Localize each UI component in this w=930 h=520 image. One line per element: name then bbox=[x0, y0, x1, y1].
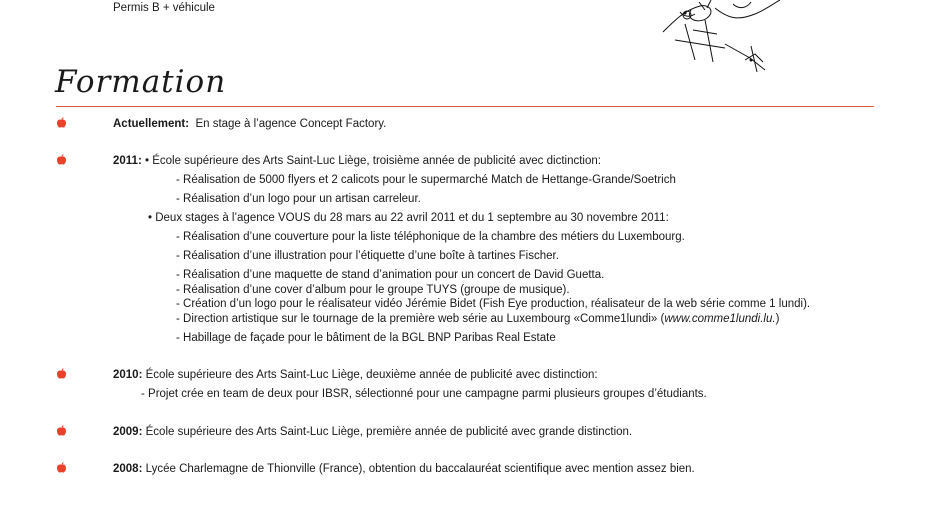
detail-line: - Réalisation d’une illustration pour l’étiquette d’une boîte à tartines Fischer. bbox=[176, 250, 559, 262]
entry-year: 2011: bbox=[113, 155, 142, 167]
entry-year: 2010: bbox=[113, 369, 143, 381]
detail-line: - Habillage de façade pour le bâtiment de la BGL BNP Paribas Real Estate bbox=[176, 332, 556, 344]
entry-2010 bbox=[113, 368, 598, 382]
entry-year: Actuellement: bbox=[113, 118, 190, 130]
entry-text: École supérieure des Arts Saint-Luc Liège, deuxième année de publicité avec distinction: bbox=[145, 369, 598, 381]
entry-text: Lycée Charlemagne de Thionville (France), obtention du baccalauréat scientifique avec mention assez bien. bbox=[145, 463, 695, 475]
entry-2008 bbox=[113, 462, 695, 476]
entry-year: 2009: bbox=[113, 426, 143, 438]
entry-year: 2008: bbox=[113, 463, 143, 475]
entry-2011 bbox=[113, 154, 601, 168]
detail-line: - Réalisation d’une cover d’album pour le groupe TUYS (groupe de musique). bbox=[176, 284, 570, 296]
apple-icon bbox=[57, 462, 66, 473]
detail-line: - Projet crée en team de deux pour IBSR, sélectionné pour une campagne parmi plusieurs groupes d’étudiants. bbox=[141, 388, 707, 400]
entry-text: • École supérieure des Arts Saint-Luc Liège, troisième année de publicité avec dictinction: bbox=[144, 155, 601, 167]
section-title: Formation bbox=[55, 64, 227, 100]
entry-2009 bbox=[113, 425, 632, 439]
entry-text: En stage à l’agence Concept Factory. bbox=[195, 118, 387, 130]
apple-icon bbox=[57, 368, 66, 379]
license-info: Permis B + véhicule bbox=[113, 2, 215, 14]
apple-icon bbox=[57, 117, 66, 128]
detail-line: - Réalisation d’un logo pour un artisan carreleur. bbox=[176, 193, 421, 205]
detail-line: - Réalisation d’une couverture pour la liste téléphonique de la chambre des métiers du Luxembourg. bbox=[176, 231, 685, 243]
apple-icon bbox=[57, 425, 66, 436]
detail-line-with-link: - Direction artistique sur le tournage de la première web série au Luxembourg «Comme1lundi» (www.comme1lundi.lu.) bbox=[176, 313, 780, 325]
apple-icon bbox=[57, 154, 66, 165]
entry-text: École supérieure des Arts Saint-Luc Liège, première année de publicité avec grande distinction. bbox=[145, 426, 633, 438]
detail-line: - Réalisation de 5000 flyers et 2 calicots pour le supermarché Match de Hettange-Grande/Soetrich bbox=[176, 174, 676, 186]
detail-line: - Réalisation d’une maquette de stand d’animation pour un concert de David Guetta. bbox=[176, 269, 605, 281]
sub-heading: • Deux stages à l’agence VOUS du 28 mars au 22 avril 2011 et du 1 septembre au 30 novembre 2011: bbox=[148, 212, 669, 224]
entry-current bbox=[113, 117, 386, 131]
ink-sketch-illustration bbox=[655, 0, 805, 75]
detail-line: - Création d’un logo pour le réalisateur vidéo Jérémie Bidet (Fish Eye production, réalisateur de la web série comme 1 lundi). bbox=[176, 298, 811, 310]
web-series-link[interactable]: www.comme1lundi.lu. bbox=[664, 313, 776, 325]
section-divider bbox=[56, 106, 874, 107]
